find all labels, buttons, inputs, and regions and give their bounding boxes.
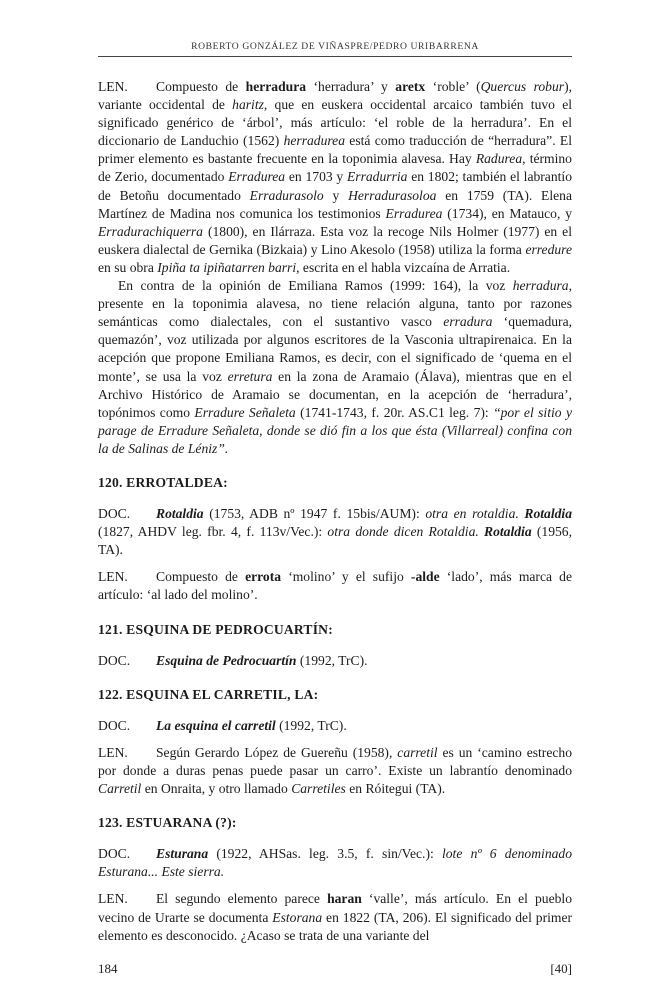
doc-paragraph-122: DOC. La esquina el carretil (1992, TrC). [98, 717, 347, 733]
main-text [98, 78, 572, 945]
entry-heading-123: 123. ESTUARANA (?): [98, 815, 237, 831]
running-head: ROBERTO GONZÁLEZ DE VIÑASPRE/PEDRO URIBARRENA [191, 41, 479, 52]
doc-paragraph-121: DOC. Esquina de Pedrocuartín (1992, TrC). [98, 652, 368, 668]
len-paragraph-herradura: LEN. Compuesto de herradura ‘herradura’ y aretx ‘roble’ (Quercus robur), variante occidental de haritz, que en euskera occidental arcaico también tuvo el significado genérico de ‘árbol’, más artículo: ‘el roble de la herradura’. En el diccionario de Landuchio (1562) herradurea está como traducción de “herradura”. El primer elemento es bastante frecuente en la toponimia alavesa. Hay Radurea, término de Zerio, documentado Erradurea en 1703 y Erradurria en 1802; también el labrantío de Betoñu documentado Erradurasolo y Herradurasoloa en 1759 (TA). Elena Martínez de Madina nos comunica los testimonios Erradurea (1734), en Matauco, y Erradurachiquerra (1800), en Ilárraza. Esta voz la recoge Nils Holmer (1977) en el euskera dialectal de Gernika (Bizkaia) y Lino Akesolo (1958) utiliza la forma erredure en su obra Ipiña ta ipiñatarren barri, escrita en el habla vizcaína de Arratia. [98, 79, 573, 275]
contra-paragraph: En contra de la opinión de Emiliana Ramos (1999: 164), la voz herradura, presente en la toponimia alavesa, no tiene relación alguna, tanto por razones semánticas como dialectales, con el sustantivo vasco erradura ‘quemadura, quemazón’, voz utilizada por algunos escritores de la Vasconia ultrapirenaica. En la acepción que propone Emiliana Ramos, es decir, con el significado de ‘quema en el monte’, se usa la voz erretura en la zona de Aramaio (Álava), mientras que en el Archivo Histórico de Aramaio se documentan, en la acepción de ‘herradura’, topónimos como Erradure Señaleta (1741-1743, f. 20r. AS.C1 leg. 7): “por el sitio y parage de Erradure Señaleta, donde se dió fin a los que ésta (Villarreal) confina con la de Salinas de Léniz”. [98, 278, 572, 456]
entry-heading-121: 121. ESQUINA DE PEDROCUARTÍN: [98, 621, 333, 637]
len-paragraph-120: LEN. Compuesto de errota ‘molino’ y el sufijo -alde ‘lado’, más marca de artículo: ‘al lado del molino’. [98, 569, 572, 603]
doc-paragraph-123: DOC. Esturana (1922, AHSas. leg. 3.5, f. sin/Vec.): lote nº 6 denominado Esturana... Este sierra. [98, 846, 573, 880]
len-paragraph-122: LEN. Según Gerardo López de Guereñu (1958), carretil es un ‘camino estrecho por donde a duras penas puede pasar un carro’. Existe un labrantío denominado Carretil en Onraita, y otro llamado Carretiles en Róitegui (TA). [98, 744, 572, 797]
header-rule [98, 56, 572, 57]
page-reference: [40] [550, 961, 572, 976]
len-paragraph-123: LEN. El segundo elemento parece haran ‘valle’, más artículo. En el pueblo vecino de Urarte se documenta Estorana en 1822 (TA, 206). El significado del primer elemento es desconocido. ¿Acaso se trata de una variante del [98, 891, 573, 943]
len-label: LEN. [98, 79, 128, 94]
entry-heading-122: 122. ESQUINA EL CARRETIL, LA: [98, 686, 319, 702]
entry-heading-120: 120. ERROTALDEA: [98, 474, 228, 490]
page-number: 184 [98, 961, 118, 976]
doc-paragraph-120: DOC. Rotaldia (1753, ADB nº 1947 f. 15bis/AUM): otra en rotaldia. Rotaldia (1827, AHDV leg. fbr. 4, f. 113v/Vec.): otra donde dicen Rotaldia. Rotaldia (1956, TA). [98, 506, 573, 558]
